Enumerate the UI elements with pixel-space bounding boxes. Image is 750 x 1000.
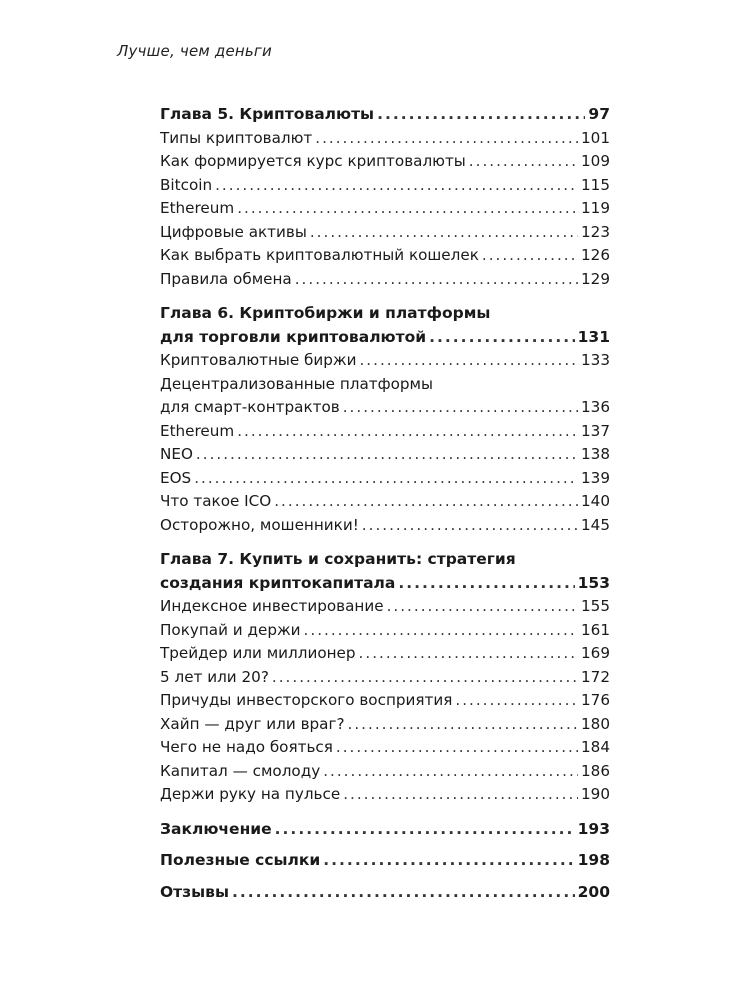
section-gap [160, 873, 610, 881]
toc-chapter-7[interactable] [160, 572, 610, 596]
toc-entry-page: 186 [581, 761, 610, 780]
toc-entry-page: 176 [581, 691, 610, 709]
dot-leader [304, 619, 578, 643]
toc-entry-title: Заключение [160, 819, 272, 838]
toc-entry-title: Что такое ICO [160, 492, 272, 510]
toc-entry[interactable] [160, 174, 610, 198]
table-of-contents [160, 103, 610, 904]
toc-entry-title: Трейдер или миллионер [160, 644, 356, 662]
toc-entry-title: 5 лет или 20? [160, 667, 269, 686]
section-gap [160, 537, 610, 548]
toc-entry[interactable] [160, 396, 610, 420]
toc-entry[interactable] [160, 713, 610, 737]
toc-entry-page: 139 [581, 468, 610, 487]
toc-entry[interactable] [160, 783, 610, 807]
dot-leader [237, 197, 578, 221]
toc-entry-page: 169 [581, 644, 610, 662]
toc-entry-title: создания криптокапитала [160, 573, 396, 592]
dot-leader [323, 760, 578, 784]
toc-entry-title: Ethereum [160, 421, 235, 440]
toc-entry[interactable] [160, 127, 610, 151]
toc-entry[interactable] [160, 197, 610, 221]
dot-leader [362, 514, 578, 538]
toc-reviews[interactable] [160, 881, 610, 905]
dot-leader [274, 490, 578, 514]
toc-entry-page: 193 [577, 819, 610, 838]
toc-entry[interactable] [160, 514, 610, 538]
toc-entry[interactable] [160, 490, 610, 514]
toc-entry-page: 161 [581, 620, 610, 639]
section-gap [160, 291, 610, 302]
toc-entry-title: Капитал — смолоду [160, 761, 321, 780]
toc-entry-page: 184 [581, 738, 610, 756]
toc-entry-title: для смарт-контрактов [160, 398, 340, 416]
dot-leader [275, 818, 575, 842]
toc-conclusion[interactable] [160, 818, 610, 842]
dot-leader [359, 349, 578, 373]
toc-entry[interactable] [160, 221, 610, 245]
dot-leader [429, 326, 575, 350]
toc-entry[interactable] [160, 595, 610, 619]
dot-leader [455, 689, 578, 713]
dot-leader [387, 595, 578, 619]
toc-entry-page: 145 [581, 515, 610, 534]
dot-leader [232, 881, 575, 905]
running-head: Лучше, чем деньги [117, 42, 272, 60]
toc-entry-page: 153 [577, 573, 610, 592]
dot-leader [469, 150, 578, 174]
toc-entry[interactable] [160, 467, 610, 491]
toc-entry[interactable] [160, 150, 610, 174]
dot-leader [336, 736, 578, 760]
toc-useful-links[interactable] [160, 849, 610, 873]
toc-entry[interactable] [160, 349, 610, 373]
dot-leader [237, 420, 578, 444]
dot-leader [196, 443, 578, 467]
toc-entry[interactable] [160, 666, 610, 690]
toc-entry-title: Глава 5. Криптовалюты [160, 105, 375, 123]
dot-leader [377, 103, 585, 127]
toc-entry[interactable] [160, 760, 610, 784]
dot-leader [359, 642, 578, 666]
toc-entry-title: Осторожно, мошенники! [160, 515, 359, 534]
toc-entry-page: 115 [581, 175, 610, 194]
toc-entry-title: Полезные ссылки [160, 851, 321, 869]
toc-entry-title: EOS [160, 468, 192, 487]
toc-entry-page: 101 [581, 128, 610, 147]
toc-entry[interactable] [160, 443, 610, 467]
toc-entry-page: 129 [581, 269, 610, 288]
toc-entry-title: Как формируется курс криптовалюты [160, 152, 466, 170]
dot-leader [310, 221, 578, 245]
toc-entry-title: Держи руку на пульсе [160, 785, 341, 803]
toc-entry-page: 140 [581, 492, 610, 510]
toc-entry-title: Bitcoin [160, 175, 213, 194]
dot-leader [343, 783, 578, 807]
toc-entry-title: Чего не надо бояться [160, 738, 333, 756]
toc-entry-title: NEO [160, 445, 193, 463]
section-gap [160, 841, 610, 849]
toc-entry-title: Правила обмена [160, 269, 292, 288]
toc-entry[interactable] [160, 689, 610, 713]
toc-entry-title: Хайп — друг или враг? [160, 714, 345, 733]
toc-chapter-7-title-line1[interactable]: Глава 7. Купить и сохранить: стратегия [160, 550, 516, 568]
toc-entry-page: 190 [581, 785, 610, 803]
toc-chapter-6-title-line1[interactable]: Глава 6. Криптобиржи и платформы [160, 304, 491, 322]
toc-entry-page: 123 [581, 222, 610, 241]
toc-entry-title: Покупай и держи [160, 620, 301, 639]
toc-entry-page: 172 [581, 667, 610, 686]
toc-entry[interactable] [160, 619, 610, 643]
dot-leader [482, 244, 578, 268]
toc-entry-title: Отзывы [160, 882, 230, 901]
toc-entry-title: Цифровые активы [160, 222, 307, 241]
dot-leader [398, 572, 574, 596]
dot-leader [343, 396, 578, 420]
toc-entry-title: Причуды инвесторского восприятия [160, 691, 453, 709]
toc-entry-title: для торговли криптовалютой [160, 327, 427, 346]
dot-leader [272, 666, 578, 690]
toc-entry-page: 138 [581, 445, 610, 463]
toc-entry-title: Типы криптовалют [160, 128, 313, 147]
toc-entry[interactable] [160, 736, 610, 760]
toc-entry-page: 136 [581, 398, 610, 416]
toc-entry-page: 126 [581, 246, 610, 264]
dot-leader [315, 127, 578, 151]
dot-leader [348, 713, 578, 737]
toc-entry-page: 198 [577, 851, 610, 869]
toc-entry-page: 137 [581, 421, 610, 440]
toc-entry-page: 109 [581, 152, 610, 170]
toc-entry-page: 133 [581, 351, 610, 369]
toc-chapter-5[interactable] [160, 103, 610, 127]
toc-entry[interactable] [160, 420, 610, 444]
toc-entry-page: 200 [577, 882, 610, 901]
toc-entry-title: Как выбрать криптовалютный кошелек [160, 246, 479, 264]
dot-leader [194, 467, 578, 491]
toc-entry-page: 155 [581, 597, 610, 615]
toc-chapter-6[interactable] [160, 326, 610, 350]
toc-entry-page: 131 [577, 327, 610, 346]
dot-leader [323, 849, 574, 873]
toc-entry[interactable] [160, 642, 610, 666]
toc-entry-title: Криптовалютные биржи [160, 351, 357, 369]
toc-entry-title-line1[interactable]: Децентрализованные платформы [160, 374, 433, 393]
section-gap [160, 807, 610, 818]
toc-entry-title: Индексное инвестирование [160, 597, 384, 615]
toc-entry-page: 119 [581, 199, 610, 217]
dot-leader [215, 174, 578, 198]
toc-entry[interactable] [160, 244, 610, 268]
toc-entry[interactable] [160, 268, 610, 292]
toc-entry-title: Ethereum [160, 199, 235, 217]
dot-leader [295, 268, 578, 292]
toc-entry-page: 180 [581, 714, 610, 733]
toc-entry-page: 97 [588, 105, 610, 123]
